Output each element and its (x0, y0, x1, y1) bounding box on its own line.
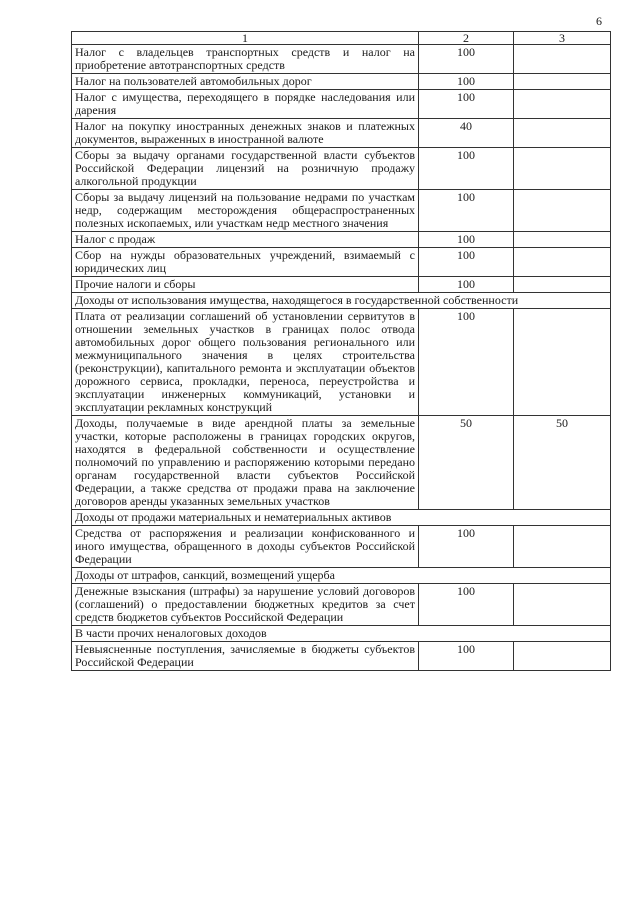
revenue-name-cell: Налог с продаж (72, 232, 419, 248)
table-row (72, 45, 611, 74)
value-cell-col2: 100 (419, 148, 514, 190)
value-cell-col3 (514, 190, 611, 232)
revenue-name-cell: Налог на пользователей автомобильных дорог (72, 74, 419, 90)
table-row (72, 416, 611, 510)
revenue-name-cell: Денежные взыскания (штрафы) за нарушение условий договоров (соглашений) о предоставлении бюджетных кредитов за счет средств бюджетов субъектов Российской Федерации (72, 584, 419, 626)
section-title: В части прочих неналоговых доходов (72, 626, 611, 642)
value-cell-col3 (514, 526, 611, 568)
revenue-name-cell: Сборы за выдачу лицензий на пользование недрами по участкам недр, содержащим месторождения общераспространенных полезных ископаемых, или участкам недр местного значения (72, 190, 419, 232)
revenue-name-cell: Налог на покупку иностранных денежных знаков и платежных документов, выраженных в иностранной валюте (72, 119, 419, 148)
value-cell-col3 (514, 119, 611, 148)
table-header-row (72, 32, 611, 45)
table-row (72, 642, 611, 671)
section-row (72, 626, 611, 642)
value-cell-col3 (514, 232, 611, 248)
value-cell-col3 (514, 277, 611, 293)
revenue-name-cell: Средства от распоряжения и реализации конфискованного и иного имущества, обращенного в доходы субъектов Российской Федерации (72, 526, 419, 568)
column-header-2: 2 (419, 32, 514, 45)
column-header-1: 1 (72, 32, 419, 45)
value-cell-col2: 100 (419, 526, 514, 568)
table-row (72, 277, 611, 293)
value-cell-col2: 100 (419, 584, 514, 626)
section-title: Доходы от штрафов, санкций, возмещений ущерба (72, 568, 611, 584)
page-number: 6 (596, 14, 602, 28)
section-row (72, 293, 611, 309)
revenue-name-cell: Сборы за выдачу органами государственной власти субъектов Российской Федерации лицензий на розничную продажу алкогольной продукции (72, 148, 419, 190)
value-cell-col2: 100 (419, 74, 514, 90)
value-cell-col2: 40 (419, 119, 514, 148)
value-cell-col2: 100 (419, 232, 514, 248)
value-cell-col3 (514, 90, 611, 119)
value-cell-col3 (514, 309, 611, 416)
table-row (72, 584, 611, 626)
table-row (72, 526, 611, 568)
value-cell-col3 (514, 45, 611, 74)
table-row (72, 248, 611, 277)
value-cell-col2: 100 (419, 45, 514, 74)
table-row (72, 190, 611, 232)
table-row (72, 232, 611, 248)
revenue-name-cell: Невыясненные поступления, зачисляемые в бюджеты субъектов Российской Федерации (72, 642, 419, 671)
table-row (72, 309, 611, 416)
value-cell-col2: 100 (419, 90, 514, 119)
table-row (72, 119, 611, 148)
section-row (72, 510, 611, 526)
value-cell-col3 (514, 148, 611, 190)
revenue-distribution-table (71, 31, 611, 671)
table-row (72, 148, 611, 190)
value-cell-col3 (514, 248, 611, 277)
value-cell-col3 (514, 74, 611, 90)
value-cell-col2: 50 (419, 416, 514, 510)
revenue-name-cell: Прочие налоги и сборы (72, 277, 419, 293)
revenue-name-cell: Налог с владельцев транспортных средств и налог на приобретение автотранспортных средств (72, 45, 419, 74)
value-cell-col3: 50 (514, 416, 611, 510)
revenue-name-cell: Сбор на нужды образовательных учреждений, взимаемый с юридических лиц (72, 248, 419, 277)
value-cell-col3 (514, 584, 611, 626)
section-title: Доходы от продажи материальных и нематериальных активов (72, 510, 611, 526)
section-row (72, 568, 611, 584)
revenue-name-cell: Налог с имущества, переходящего в порядке наследования или дарения (72, 90, 419, 119)
table-row (72, 74, 611, 90)
value-cell-col2: 100 (419, 642, 514, 671)
table-row (72, 90, 611, 119)
revenue-name-cell: Доходы, получаемые в виде арендной платы за земельные участки, которые расположены в границах городских округов, находятся в федеральной собственности и осуществление полномочий по управлению и распоряжению которыми передано органам государственной власти субъектов Российской Федерации, а также средства от продажи права на заключение договоров аренды указанных земельных участков (72, 416, 419, 510)
value-cell-col3 (514, 642, 611, 671)
value-cell-col2: 100 (419, 309, 514, 416)
section-title: Доходы от использования имущества, находящегося в государственной собственности (72, 293, 611, 309)
value-cell-col2: 100 (419, 277, 514, 293)
column-header-3: 3 (514, 32, 611, 45)
revenue-name-cell: Плата от реализации соглашений об установлении сервитутов в отношении земельных участков в границах полос отвода автомобильных дорог общего пользования регионального или межмуниципального значения в целях строительства (реконструкции), капитального ремонта и эксплуатации объектов дорожного сервиса, прокладки, переноса, переустройства и эксплуатации инженерных коммуникаций, установки и эксплуатации рекламных конструкций (72, 309, 419, 416)
value-cell-col2: 100 (419, 190, 514, 232)
value-cell-col2: 100 (419, 248, 514, 277)
